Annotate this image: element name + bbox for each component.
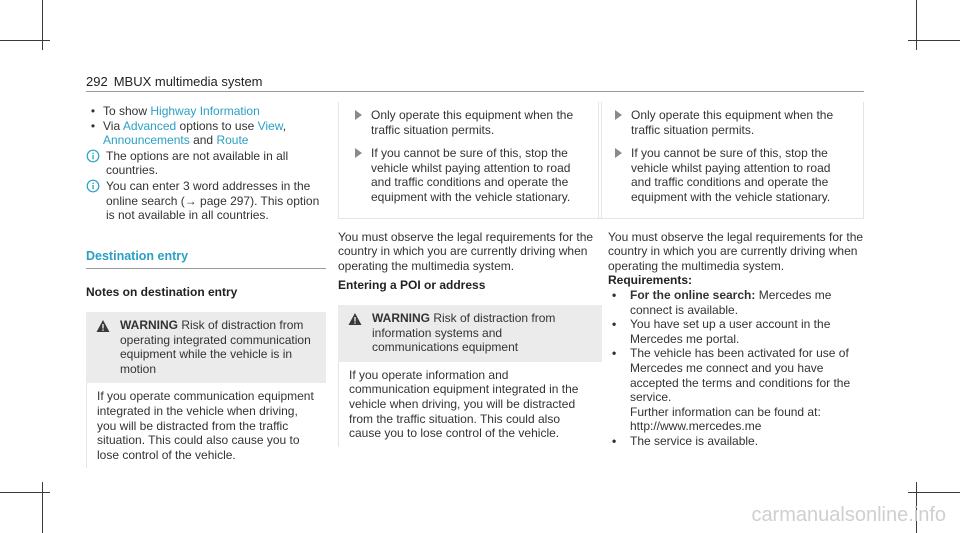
watermark: carmanualsonline.info (751, 504, 946, 526)
paragraph: You must observe the legal requirements for the country in which you are currently driving when operating the multimedia system. (338, 229, 594, 273)
column-1 (86, 104, 326, 468)
warning-box: WARNING Risk of distraction from operating integrated communication equipment while the vehicle is in motion If you operate communication equipment integrated in the vehicle when driving, you will be distracted from the traffic situation. This could also cause you to lose control of the vehicle. (86, 312, 326, 468)
requirements-title: Requirements: (608, 273, 693, 288)
highway-information-link[interactable]: Highway Information (150, 104, 260, 118)
crop-mark (0, 492, 50, 493)
header-rule (86, 91, 864, 92)
warning-box: WARNING Risk of distraction from information systems and communications equipment If you operate information and communication equipment integrated in the vehicle when driving, you will be distracted from the traffic situation. This could also cause you to lose control of the vehicle. (338, 305, 602, 447)
list-item: • You have set up a user account in the Mercedes me portal. (612, 317, 831, 346)
warning-icon (96, 319, 110, 333)
paragraph: You must observe the legal requirements for the country in which you are currently driving when operating the multimedia system. (608, 229, 864, 273)
page-number: 292 (86, 74, 108, 89)
route-link[interactable]: Route (216, 133, 249, 148)
list-item: • The service is available. (612, 433, 759, 448)
column-3 (598, 102, 864, 448)
list-item: • For the online search: Mercedes me connect is available. (612, 287, 832, 317)
list-item: If you cannot be sure of this, stop the vehicle whilst paying attention to road and traffic conditions and operate the equipment with the vehicle stationary. (349, 146, 591, 204)
list-item: • Via Advanced options to use View, Announcements and Route (90, 118, 287, 148)
page-title: MBUX multimedia system (113, 74, 263, 89)
warning-icon (348, 312, 362, 326)
crop-mark (42, 482, 43, 533)
requirements-list (598, 288, 864, 449)
list-item: • To show Highway Information (90, 104, 260, 118)
note: The options are not available in all countries. (86, 149, 326, 178)
subheading: Notes on destination entry (86, 285, 238, 300)
list-item: Only operate this equipment when the traffic situation permits. (609, 108, 853, 137)
list-item: If you cannot be sure of this, stop the vehicle whilst paying attention to road and traffic conditions and operate the equipment with the vehicle stationary. (609, 146, 853, 204)
crop-mark (908, 492, 960, 493)
column-2 (338, 102, 602, 447)
arrow-icon (615, 110, 622, 120)
info-icon (86, 149, 100, 163)
list-item-continuation: Further information can be found at: http://www.mercedes.me (630, 404, 821, 434)
arrow-icon (615, 148, 622, 158)
list-item: • The vehicle has been activated for use of Mercedes me connect and you have accepted the terms and conditions for the service. (612, 346, 851, 405)
warning-header: WARNING Risk of distraction from operating integrated communication equipment while the vehicle is in motion (86, 312, 326, 383)
view-link[interactable]: View (257, 118, 283, 133)
safety-box (338, 102, 602, 219)
arrow-icon (355, 148, 362, 158)
advanced-link[interactable]: Advanced (122, 118, 177, 133)
subheading: Entering a POI or address (338, 278, 486, 293)
arrow-icon (355, 110, 362, 120)
announcements-link[interactable]: Announcements (103, 133, 190, 148)
section-title: Destination entry (86, 248, 189, 263)
page-header (86, 74, 263, 89)
safety-box (598, 102, 864, 219)
crop-mark (908, 40, 960, 41)
warning-header: WARNING Risk of distraction from information systems and communications equipment (338, 305, 602, 362)
crop-mark (42, 0, 43, 50)
info-icon (86, 179, 100, 193)
note: You can enter 3 word addresses in the online search (→ page 297). This option is not available in all countries. (86, 179, 326, 223)
crop-mark (916, 0, 917, 50)
list-item: Only operate this equipment when the traffic situation permits. (349, 108, 591, 137)
crop-mark (0, 40, 50, 41)
